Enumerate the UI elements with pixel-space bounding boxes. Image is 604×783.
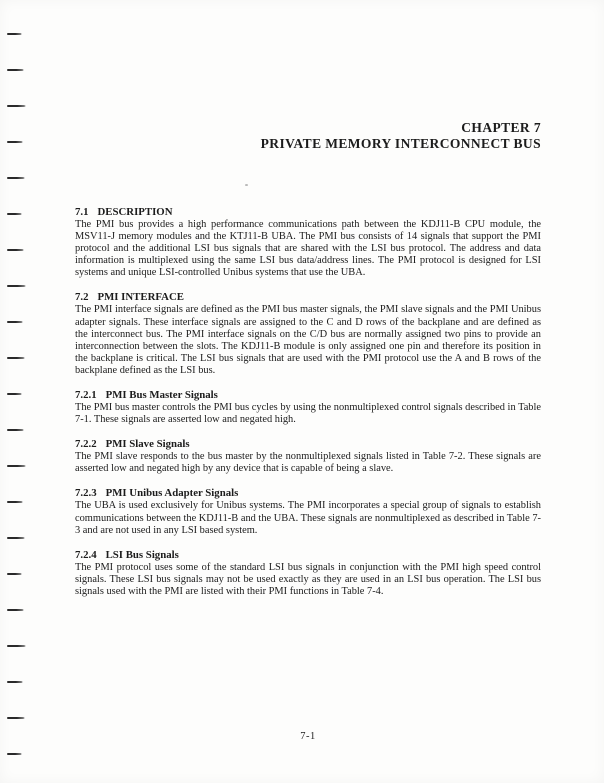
section-number: 7.2 xyxy=(75,291,89,304)
chapter-number: CHAPTER 7 xyxy=(461,120,541,135)
section-title: PMI Unibus Adapter Signals xyxy=(105,487,239,500)
section-title: LSI Bus Signals xyxy=(105,548,179,561)
binding-mark xyxy=(7,177,25,179)
binding-mark xyxy=(7,393,22,395)
binding-mark xyxy=(7,33,22,35)
section-body: The PMI protocol uses some of the standard LSI bus signals in conjunction with the PMI high speed control signals. These LSI bus signals may not be used exactly as they are used in an LSI bus operation. The LSI bus signals used with the PMI are listed with their PMI functions in Table 7-4. xyxy=(75,561,541,597)
section-heading xyxy=(75,206,541,218)
binding-mark xyxy=(7,69,24,71)
section-heading xyxy=(75,438,541,450)
section-number: 7.2.1 xyxy=(75,389,97,402)
binding-mark xyxy=(7,717,25,719)
section-title: PMI Slave Signals xyxy=(105,438,190,451)
page-number: 7-1 xyxy=(300,731,316,742)
section-7-2-1 xyxy=(75,389,541,426)
section-number: 7.2.3 xyxy=(75,487,97,500)
binding-mark xyxy=(7,141,23,143)
section-body: The UBA is used exclusively for Unibus systems. The PMI incorporates a special group of signals to establish communications between the KDJ11-B and the UBA. These signals are nonmultiplexed as described in Table 7-3 and are not used in any LSI based system. xyxy=(75,500,541,536)
section-heading xyxy=(75,389,541,401)
binding-mark xyxy=(7,105,26,107)
section-heading xyxy=(75,487,541,499)
section-body: The PMI bus provides a high performance communications path between the KDJ11-B CPU module, the MSV11-J memory modules and the KTJ11-B UBA. The PMI bus consists of 14 signals that support the PMI protocol and the additional LSI bus signals that are shared with the LSI bus protocol. The address and data information is multiplexed using the same LSI bus data/address lines. The PMI protocol is designed for LSI systems and unique LSI-controlled Unibus systems that use the UBA. xyxy=(75,219,541,279)
binding-mark xyxy=(7,465,26,467)
binding-mark xyxy=(7,681,23,683)
binding-mark xyxy=(7,645,26,647)
section-title: PMI Bus Master Signals xyxy=(105,389,218,402)
section-number: 7.2.4 xyxy=(75,548,97,561)
section-title: PMI INTERFACE xyxy=(97,291,184,304)
binding-mark xyxy=(7,321,23,323)
section-7-2-4 xyxy=(75,549,541,598)
page-content xyxy=(75,120,541,610)
binding-mark xyxy=(7,609,24,611)
binding-mark xyxy=(7,573,22,575)
binding-mark xyxy=(7,753,22,755)
binding-marks-column xyxy=(0,0,40,783)
binding-mark xyxy=(7,501,23,503)
section-body: The PMI bus master controls the PMI bus cycles by using the nonmultiplexed control signals described in Table 7-1. These signals are asserted low and negated high. xyxy=(75,402,541,426)
section-title: DESCRIPTION xyxy=(97,206,173,218)
section-heading xyxy=(75,291,541,303)
section-body: The PMI interface signals are defined as the PMI bus master signals, the PMI slave signals and the PMI Unibus adapter signals. These interface signals are assigned to the C and D rows of the backplane and are defined as the interconnect bus. The PMI interface signals on the C/D bus are normally assigned two pins to provide an interconnection between the slots. The KDJ11-B module is only assigned one pin and therefore its position in the backplane is critical. The LSI bus signals that are used with the PMI protocol use the A and B rows of the backplane defined as the LSI bus. xyxy=(75,304,541,376)
section-body: The PMI slave responds to the bus master by the nonmultiplexed signals listed in Table 7-2. These signals are asserted low and negated high by any device that is capable of being a slave. xyxy=(75,451,541,475)
binding-mark xyxy=(7,249,24,251)
section-7-2-2 xyxy=(75,438,541,475)
chapter-title: PRIVATE MEMORY INTERCONNECT BUS xyxy=(260,136,541,151)
section-7-2 xyxy=(75,291,541,377)
section-number: 7.2.2 xyxy=(75,438,97,451)
binding-mark xyxy=(7,213,22,215)
section-7-2-3 xyxy=(75,487,541,536)
binding-mark xyxy=(7,285,26,287)
chapter-header xyxy=(75,120,541,152)
section-7-1 xyxy=(75,206,541,279)
binding-mark xyxy=(7,429,24,431)
section-heading xyxy=(75,549,541,561)
section-number: 7.1 xyxy=(75,206,89,218)
binding-mark xyxy=(7,357,25,359)
binding-mark xyxy=(7,537,25,539)
